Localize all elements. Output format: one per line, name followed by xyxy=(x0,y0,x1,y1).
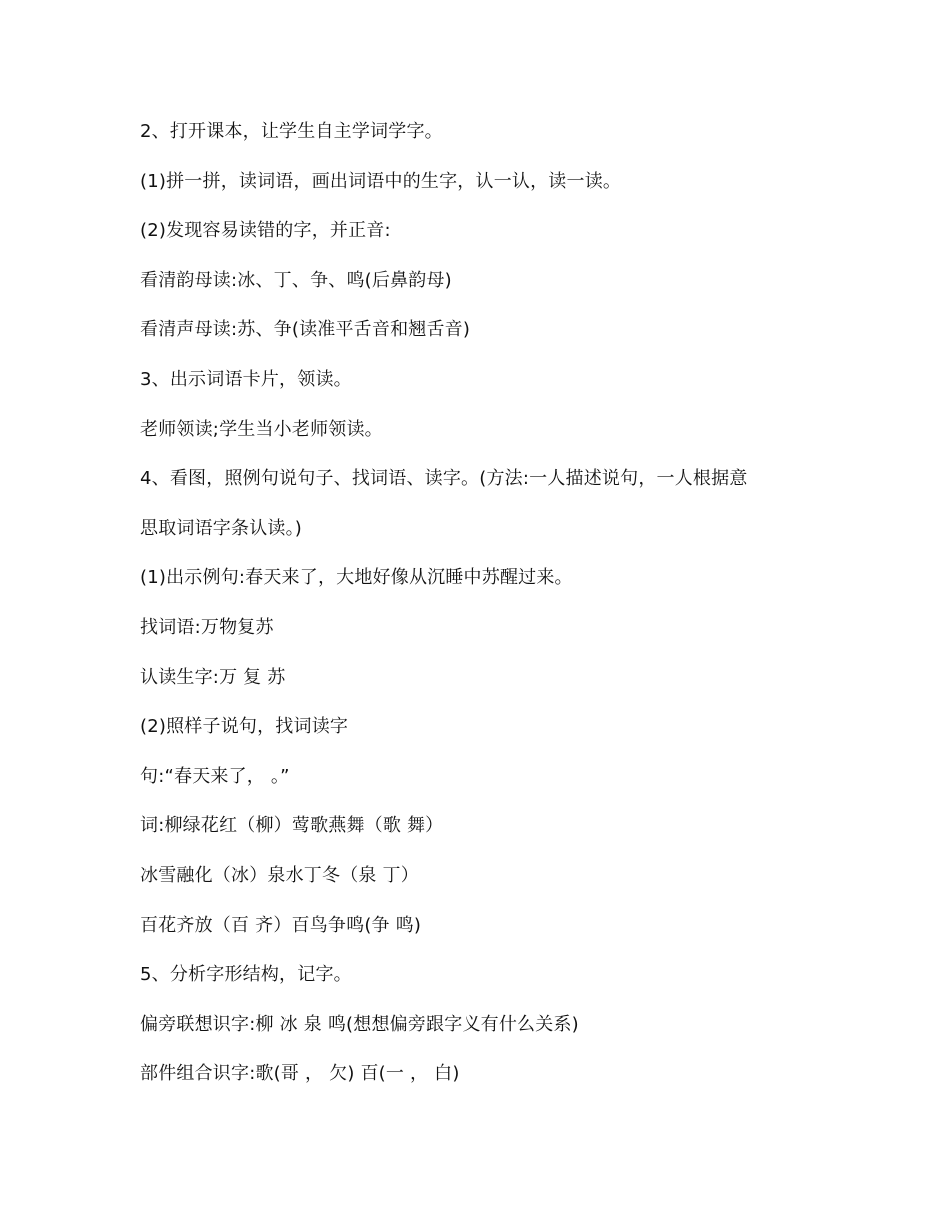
paragraph-example-sentence: (1)出示例句:春天来了，大地好像从沉睡中苏醒过来。 xyxy=(140,567,573,589)
paragraph-initial-reading: 看清声母读:苏、争(读准平舌音和翘舌音) xyxy=(140,319,471,341)
paragraph-step-4: 4、看图，照例句说句子、找词语、读字。(方法:一人描述说句，一人根据意 xyxy=(140,468,748,490)
paragraph-read-characters: 认读生字:万 复 苏 xyxy=(140,666,286,688)
paragraph-step-2: 2、打开课本，让学生自主学词学字。 xyxy=(140,121,443,142)
paragraph-sentence-pattern: 句:“春天来了， 。” xyxy=(140,765,290,787)
paragraph-step-5: 5、分析字形结构，记字。 xyxy=(140,964,352,986)
paragraph-step-3: 3、出示词语卡片，领读。 xyxy=(140,368,352,390)
paragraph-vowel-reading: 看清韵母读:冰、丁、争、鸣(后鼻韵母) xyxy=(140,269,452,291)
paragraph-teacher-lead: 老师领读;学生当小老师领读。 xyxy=(140,418,383,440)
paragraph-step-4-cont: 思取词语字条认读。) xyxy=(140,517,303,539)
paragraph-step-2-2: (2)发现容易读错的字，并正音: xyxy=(140,220,391,242)
paragraph-component-combination: 部件组合识字:歌(哥 ， 欠) 百(一 ， 白) xyxy=(140,1063,460,1085)
paragraph-step-2-1: (1)拼一拼，读词语，画出词语中的生字，认一认，读一读。 xyxy=(140,170,622,192)
paragraph-words-2: 冰雪融化（冰）泉水丁冬（泉 丁） xyxy=(140,864,419,886)
document-body xyxy=(140,117,810,1109)
paragraph-words-1: 词:柳绿花红（柳）莺歌燕舞（歌 舞） xyxy=(140,815,444,837)
paragraph-find-words: 找词语:万物复苏 xyxy=(140,616,274,638)
paragraph-words-3: 百花齐放（百 齐）百鸟争鸣(争 鸣) xyxy=(140,914,422,936)
paragraph-step-4-2: (2)照样子说句，找词读字 xyxy=(140,716,349,738)
paragraph-radical-association: 偏旁联想识字:柳 冰 泉 鸣(想想偏旁跟字义有什么关系) xyxy=(140,1013,579,1035)
